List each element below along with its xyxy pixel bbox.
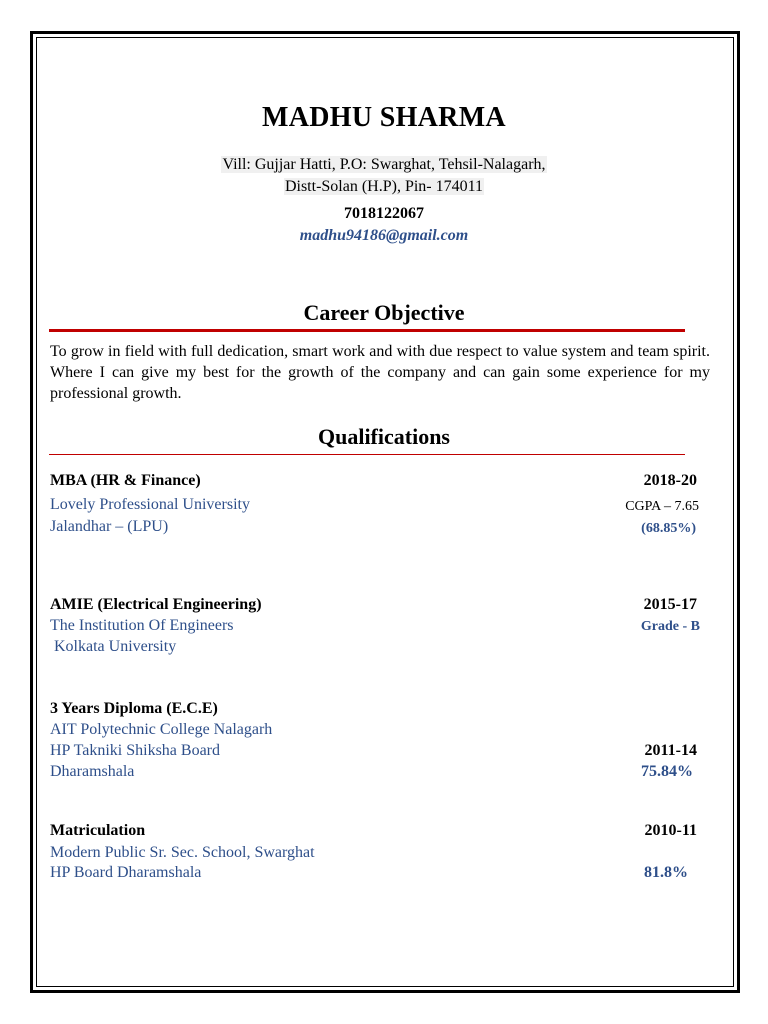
- qualification-location: Kolkata University: [50, 638, 177, 655]
- qualification-location: Dharamshala: [50, 763, 135, 780]
- qualification-score: 75.84%: [641, 763, 693, 780]
- address-line-1: [0, 156, 768, 174]
- qualification-score: Grade - B: [640, 619, 700, 634]
- qualification-institution: Lovely Professional University: [50, 496, 250, 513]
- career-objective-text: To grow in field with full dedication, smart work and with due respect to value system and team spirit. Where I can give my best for the growth of the company and can gain some experience for my professional growth.: [50, 343, 710, 402]
- qualification-location: Jalandhar – (LPU): [50, 518, 169, 535]
- qualification-years: 2010-11: [644, 822, 697, 839]
- qualification-degree: 3 Years Diploma (E.C.E): [50, 700, 218, 717]
- qualification-institution: The Institution Of Engineers: [50, 617, 234, 634]
- qualification-institution: Modern Public Sr. Sec. School, Swarghat: [50, 844, 315, 861]
- qualification-board: HP Takniki Shiksha Board: [50, 742, 220, 759]
- qualification-degree: AMIE (Electrical Engineering): [50, 596, 262, 613]
- qualification-years: 2015-17: [643, 596, 697, 613]
- email-link[interactable]: madhu94186@gmail.com: [299, 227, 469, 244]
- career-objective-heading: Career Objective: [303, 300, 465, 325]
- qualifications-heading: Qualifications: [317, 424, 450, 449]
- qualification-degree: Matriculation: [50, 822, 146, 839]
- qualification-location: HP Board Dharamshala: [50, 864, 202, 881]
- qualification-degree: MBA (HR & Finance): [50, 472, 201, 489]
- qualification-score: (68.85%): [641, 521, 696, 536]
- phone-number: 7018122067: [344, 205, 424, 222]
- qualification-score: 81.8%: [644, 864, 688, 881]
- address-line-2-text: Distt-Solan (H.P), Pin- 174011: [284, 178, 484, 195]
- qualification-institution: AIT Polytechnic College Nalagarh: [50, 721, 273, 738]
- career-objective-divider: [49, 329, 685, 332]
- qualification-cgpa: CGPA – 7.65: [625, 499, 699, 514]
- address-line-1-text: Vill: Gujjar Hatti, P.O: Swarghat, Tehsil-Nalagarh,: [222, 156, 546, 173]
- qualification-years: 2011-14: [644, 742, 697, 759]
- qualification-years: 2018-20: [643, 472, 697, 489]
- address-line-2: [0, 178, 768, 196]
- qualifications-divider: [49, 454, 685, 455]
- candidate-name: MADHU SHARMA: [262, 102, 506, 133]
